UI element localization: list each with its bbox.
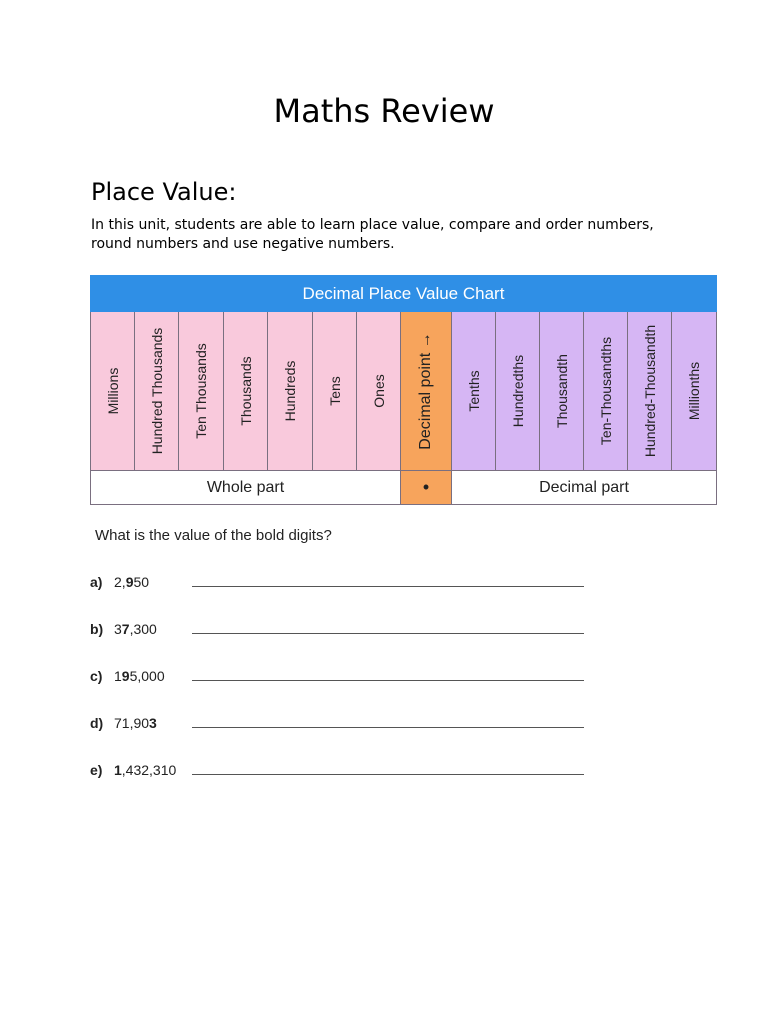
answer-line[interactable] (192, 727, 584, 728)
intro-paragraph: In this unit, students are able to learn place value, compare and order numbers, round numbers and use negative numbers. (91, 217, 654, 252)
decimal-point-symbol: • (401, 471, 452, 505)
column-ones (357, 312, 401, 471)
answer-line[interactable] (192, 680, 584, 681)
decimal-part-label: Decimal part (452, 471, 717, 505)
column-label: Hundred-Thousandth (641, 324, 658, 458)
column-ten-thousandths (584, 312, 628, 471)
column-label: Ten Thousands (193, 343, 209, 439)
item-number: 1,432,310 (114, 762, 177, 778)
item-letter: d) (90, 715, 104, 731)
column-tenths (452, 312, 496, 471)
exercise-item-b (90, 621, 590, 645)
column-label: Hundredths (509, 354, 526, 428)
exercise-item-a (90, 574, 590, 598)
answer-line[interactable] (192, 586, 584, 587)
column-hundred-thousands (135, 312, 179, 471)
column-hundredths (496, 312, 540, 471)
column-label: Hundreds (282, 360, 298, 422)
bold-digit: 1 (114, 762, 122, 778)
column-decimal-point (401, 312, 452, 471)
column-hundreds (268, 312, 313, 471)
column-label: Millions (104, 367, 121, 415)
column-label: Thousands (237, 356, 254, 426)
item-number: 2,950 (114, 574, 150, 590)
chart-parts-row (90, 471, 717, 505)
column-label: Decimal point → (417, 332, 434, 450)
column-ten-thousands (179, 312, 224, 471)
item-number: 71,903 (114, 715, 157, 731)
column-label: Tenths (465, 370, 482, 412)
column-label: Millionths (686, 361, 702, 421)
bold-digit: 7 (121, 621, 130, 637)
item-number: 37,300 (114, 621, 157, 637)
place-value-chart (90, 275, 717, 505)
column-millionths (672, 312, 717, 471)
bold-digit: 9 (125, 574, 134, 590)
exercise-item-d (90, 715, 590, 739)
column-label: Ten-Thousandths (597, 336, 614, 446)
column-millions (90, 312, 135, 471)
exercise-question: What is the value of the bold digits? (95, 527, 332, 544)
answer-line[interactable] (192, 774, 584, 775)
column-label: Thousandth (553, 354, 570, 428)
whole-part-label: Whole part (90, 471, 401, 505)
bold-digit: 9 (121, 668, 130, 684)
bold-digit: 3 (149, 715, 157, 731)
column-label: Hundred Thousands (148, 327, 165, 455)
column-tens (313, 312, 357, 471)
page-title: Maths Review (273, 92, 495, 130)
chart-header: Decimal Place Value Chart (90, 275, 717, 312)
answer-line[interactable] (192, 633, 584, 634)
item-number: 195,000 (114, 668, 165, 684)
column-thousands (224, 312, 268, 471)
section-heading: Place Value: (91, 178, 237, 206)
column-label: Ones (370, 374, 387, 408)
chart-columns (90, 312, 717, 471)
item-letter: b) (90, 621, 104, 637)
column-label: Tens (326, 376, 343, 406)
column-hundred-thousandth (628, 312, 672, 471)
exercise-item-c (90, 668, 590, 692)
item-letter: c) (90, 668, 103, 684)
column-thousandth (540, 312, 584, 471)
item-letter: e) (90, 762, 103, 778)
exercise-item-e (90, 762, 590, 786)
item-letter: a) (90, 574, 103, 590)
